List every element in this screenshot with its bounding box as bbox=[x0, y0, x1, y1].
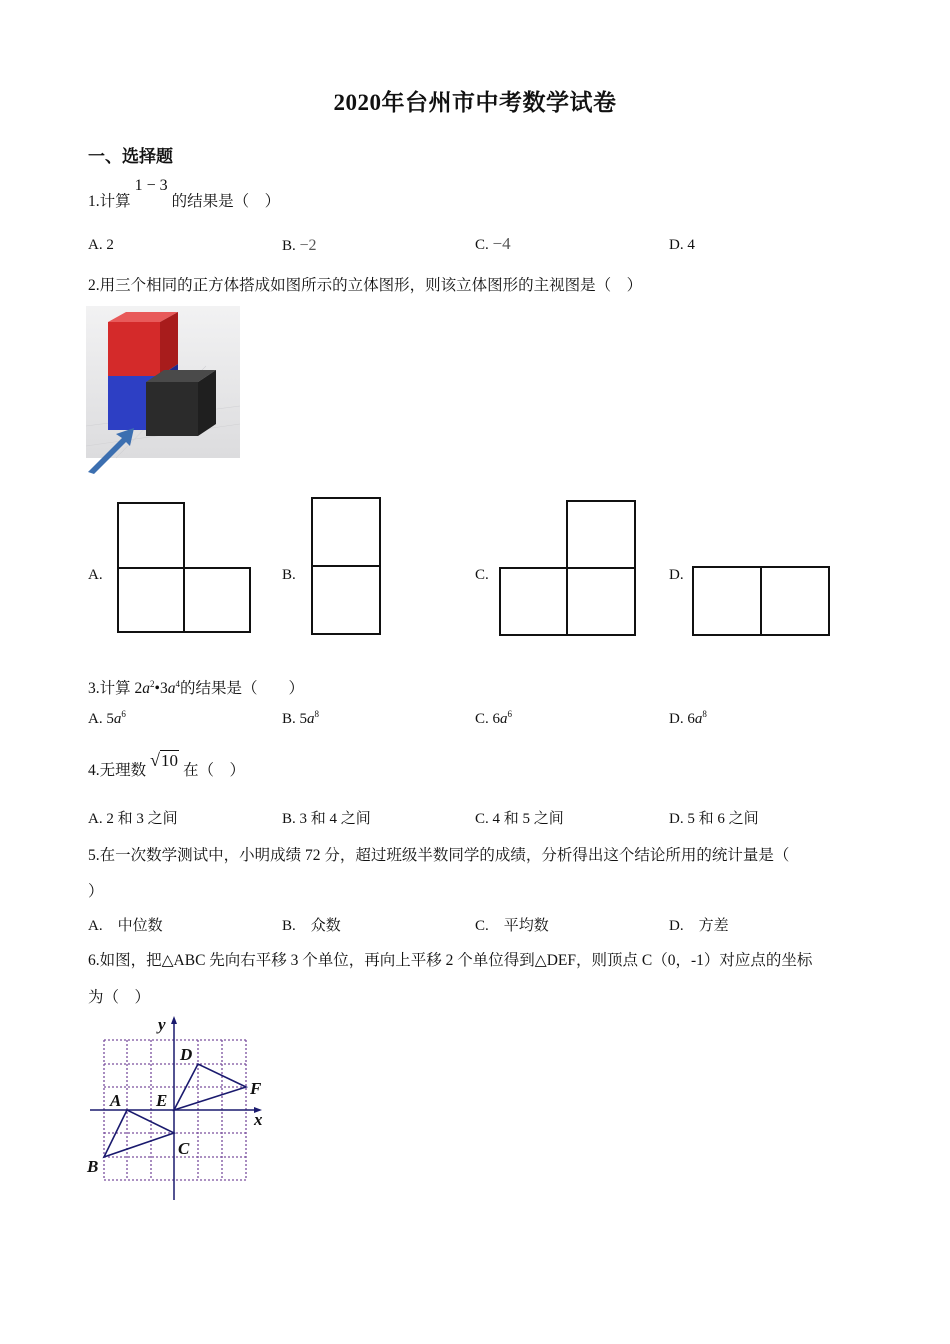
q4-option-c[interactable]: C. 4 和 5 之间 bbox=[475, 811, 564, 827]
q2-option-c-label[interactable]: C. bbox=[475, 567, 489, 583]
q3-suffix: 的结果是（ ） bbox=[179, 680, 304, 697]
q5-option-c[interactable]: C. 平均数 bbox=[475, 918, 549, 934]
q4-option-b[interactable]: B. 3 和 4 之间 bbox=[282, 811, 371, 827]
q4-option-a[interactable]: A. 2 和 3 之间 bbox=[88, 811, 178, 827]
q3-option-a-label: A. 5 bbox=[88, 711, 114, 727]
q2-option-b-label[interactable]: B. bbox=[282, 567, 296, 583]
q3-prefix: 3.计算 2 bbox=[88, 680, 143, 697]
q1-option-a[interactable] bbox=[88, 237, 114, 254]
q3-option-a-exp: 6 bbox=[121, 709, 126, 719]
question-1-prefix: 1.计算 bbox=[88, 193, 131, 210]
q1-option-b-math: −2 bbox=[299, 237, 317, 254]
cube-figure bbox=[86, 306, 240, 474]
point-a-label: A bbox=[110, 1091, 122, 1110]
q2-option-d-figure[interactable] bbox=[692, 566, 832, 638]
q3-option-b-var: a bbox=[307, 711, 315, 727]
q3-var1: a bbox=[142, 680, 151, 697]
q3-option-c[interactable] bbox=[475, 711, 512, 728]
triangle-abc bbox=[104, 1110, 174, 1157]
section-heading: 一、选择题 bbox=[88, 147, 173, 166]
sqrt-radicand: 10 bbox=[161, 751, 179, 770]
q3-option-c-exp: 6 bbox=[507, 709, 513, 719]
q2-option-a-label[interactable]: A. bbox=[88, 567, 103, 583]
question-3 bbox=[88, 676, 304, 698]
q1-option-a-text: A. 2 bbox=[88, 237, 114, 253]
q3-option-a-var: a bbox=[113, 711, 122, 727]
q4-suffix: 在（ ） bbox=[183, 762, 246, 779]
q2-option-c-figure[interactable] bbox=[499, 500, 639, 638]
q3-option-b[interactable] bbox=[282, 711, 319, 728]
q2-option-d-label[interactable]: D. bbox=[669, 567, 684, 583]
axis-x-label: x bbox=[254, 1110, 263, 1129]
point-e-label: E bbox=[156, 1091, 168, 1110]
q5-option-d[interactable]: D. 方差 bbox=[669, 918, 729, 934]
question-2: 2.用三个相同的正方体搭成如图所示的立体图形，则该立体图形的主视图是（ ） bbox=[88, 277, 643, 294]
sqrt-expression: √10 bbox=[150, 750, 179, 770]
q3-option-d[interactable] bbox=[669, 711, 707, 728]
question-1-suffix: 的结果是（ ） bbox=[171, 193, 281, 210]
q3-option-c-var: a bbox=[500, 711, 508, 727]
q3-option-d-label: D. 6 bbox=[669, 711, 695, 727]
q2-option-b-figure[interactable] bbox=[311, 497, 383, 637]
coordinate-grid-figure bbox=[86, 1012, 276, 1204]
q3-option-c-label: C. 6 bbox=[475, 711, 501, 727]
q3-option-b-label: B. 5 bbox=[282, 711, 308, 727]
q1-option-c-math: −4 bbox=[492, 234, 511, 253]
point-b-label: B bbox=[87, 1157, 99, 1176]
question-1 bbox=[88, 177, 281, 211]
q3-mid: •3 bbox=[154, 680, 168, 697]
q3-var2: a bbox=[167, 680, 176, 697]
point-c-label: C bbox=[178, 1139, 190, 1158]
q1-option-c-label: C. bbox=[475, 237, 493, 253]
q1-option-c[interactable] bbox=[475, 234, 511, 254]
q3-option-b-exp: 8 bbox=[314, 709, 320, 719]
red-cube bbox=[108, 322, 160, 376]
question-6-line-1: 6.如图，把△ABC 先向右平移 3 个单位，再向上平移 2 个单位得到△DEF，则顶点 C（0，-1）对应点的坐标 bbox=[88, 952, 813, 969]
q3-exp2: 4 bbox=[175, 679, 180, 689]
question-6-line-2: 为（ ） bbox=[88, 989, 151, 1006]
question-1-expression: 1 − 3 bbox=[134, 177, 168, 194]
question-5-line-2: ） bbox=[88, 883, 104, 900]
q1-option-b[interactable] bbox=[282, 237, 317, 255]
q3-exp1: 2 bbox=[150, 679, 155, 689]
q3-option-d-exp: 8 bbox=[702, 709, 707, 719]
q5-option-b[interactable]: B. 众数 bbox=[282, 918, 341, 934]
axis-y-label: y bbox=[158, 1015, 166, 1034]
q1-option-b-label: B. bbox=[282, 238, 300, 254]
question-4 bbox=[88, 750, 246, 780]
q2-option-a-figure[interactable] bbox=[117, 502, 253, 634]
q3-option-a[interactable] bbox=[88, 711, 126, 728]
q3-option-d-var: a bbox=[694, 711, 703, 727]
q4-option-d[interactable]: D. 5 和 6 之间 bbox=[669, 811, 759, 827]
point-f-label: F bbox=[250, 1079, 262, 1098]
question-5-line-1: 5.在一次数学测试中，小明成绩 72 分，超过班级半数同学的成绩，分析得出这个结论所用的统计量是（ bbox=[88, 847, 790, 864]
page-title: 2020年台州市中考数学试卷 bbox=[333, 90, 617, 115]
q1-option-d[interactable] bbox=[669, 237, 695, 254]
q5-option-a[interactable]: A. 中位数 bbox=[88, 918, 163, 934]
black-cube bbox=[146, 382, 198, 436]
q1-option-d-text: D. 4 bbox=[669, 237, 695, 253]
q4-prefix: 4.无理数 bbox=[88, 762, 147, 779]
point-d-label: D bbox=[180, 1045, 193, 1064]
